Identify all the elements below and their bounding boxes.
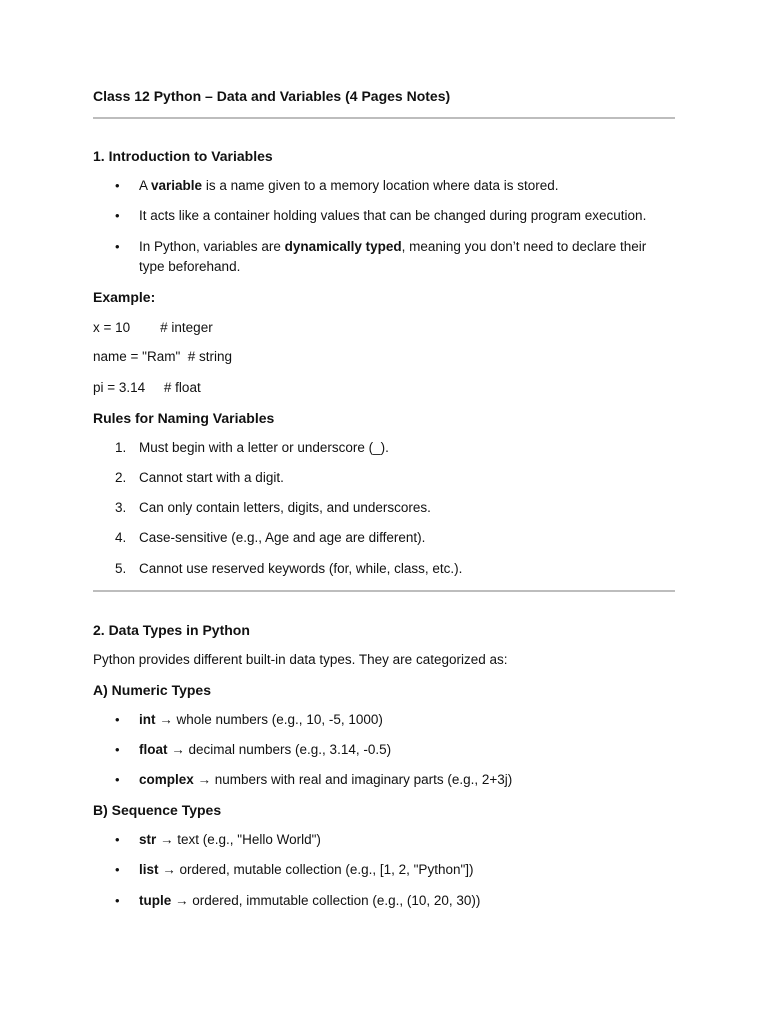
section-intro: Python provides different built-in data types. They are categorized as:	[93, 652, 508, 667]
section-heading: 1. Introduction to Variables	[93, 148, 273, 164]
list-item	[139, 237, 675, 257]
list-item	[139, 176, 675, 196]
item-term: complex	[139, 772, 194, 787]
list-item	[139, 770, 675, 790]
list-item	[139, 891, 675, 911]
list-item	[139, 860, 675, 880]
list-number: 4.	[115, 530, 127, 545]
list-number: 5.	[115, 561, 127, 576]
code-line: pi = 3.14 # float	[93, 380, 201, 395]
item-term: int	[139, 712, 156, 727]
list-item	[139, 710, 675, 730]
item-term: tuple	[139, 893, 172, 908]
bullet-dot	[115, 860, 123, 880]
section-heading: 2. Data Types in Python	[93, 622, 250, 638]
list-item	[139, 830, 675, 850]
rules-heading: Rules for Naming Variables	[93, 410, 275, 426]
example-heading: Example:	[93, 289, 156, 305]
item-text: → whole numbers (e.g., 10, -5, 1000)	[155, 712, 383, 727]
list-number: 3.	[115, 500, 127, 515]
list-item: Must begin with a letter or underscore (_).	[139, 440, 389, 455]
list-item: Can only contain letters, digits, and underscores.	[139, 500, 431, 515]
list-item	[139, 206, 675, 226]
item-text: → decimal numbers (e.g., 3.14, -0.5)	[167, 742, 392, 757]
item-term: str	[139, 832, 157, 847]
bullet-dot	[115, 176, 123, 196]
code-line: x = 10 # integer	[93, 320, 213, 335]
item-text: → ordered, immutable collection (e.g., (10, 20, 30))	[171, 893, 481, 908]
numeric-heading: A) Numeric Types	[93, 682, 211, 698]
list-item: Cannot start with a digit.	[139, 470, 284, 485]
item-text: It acts like a container holding values that can be changed during program execution.	[139, 208, 647, 223]
divider	[93, 590, 675, 592]
item-term: list	[139, 862, 159, 877]
item-term: float	[139, 742, 168, 757]
item-text: → ordered, mutable collection (e.g., [1, 2, "Python"])	[158, 862, 474, 877]
divider	[93, 117, 675, 119]
item-text: is a name given to a memory location where data is stored.	[202, 178, 559, 193]
item-text: In Python, variables are	[139, 239, 285, 254]
item-term: variable	[151, 178, 203, 193]
page-title: Class 12 Python – Data and Variables (4 Pages Notes)	[93, 88, 451, 104]
list-item: Case-sensitive (e.g., Age and age are different).	[139, 530, 426, 545]
list-item-continuation: type beforehand.	[139, 259, 241, 274]
item-term: dynamically typed	[284, 239, 402, 254]
item-text: → numbers with real and imaginary parts (e.g., 2+3j)	[193, 772, 513, 787]
bullet-dot	[115, 710, 123, 730]
item-text: , meaning you don’t need to declare their	[401, 239, 647, 254]
bullet-dot	[115, 206, 123, 226]
list-number: 1.	[115, 440, 127, 455]
bullet-dot	[115, 891, 123, 911]
code-line: name = "Ram" # string	[93, 349, 233, 364]
list-item: Cannot use reserved keywords (for, while, class, etc.).	[139, 561, 463, 576]
bullet-dot	[115, 740, 123, 760]
bullet-dot	[115, 830, 123, 850]
item-text: A	[139, 178, 152, 193]
sequence-heading: B) Sequence Types	[93, 802, 222, 818]
list-number: 2.	[115, 470, 127, 485]
bullet-dot	[115, 237, 123, 257]
item-text: → text (e.g., "Hello World")	[156, 832, 321, 847]
list-item	[139, 740, 675, 760]
bullet-dot	[115, 770, 123, 790]
